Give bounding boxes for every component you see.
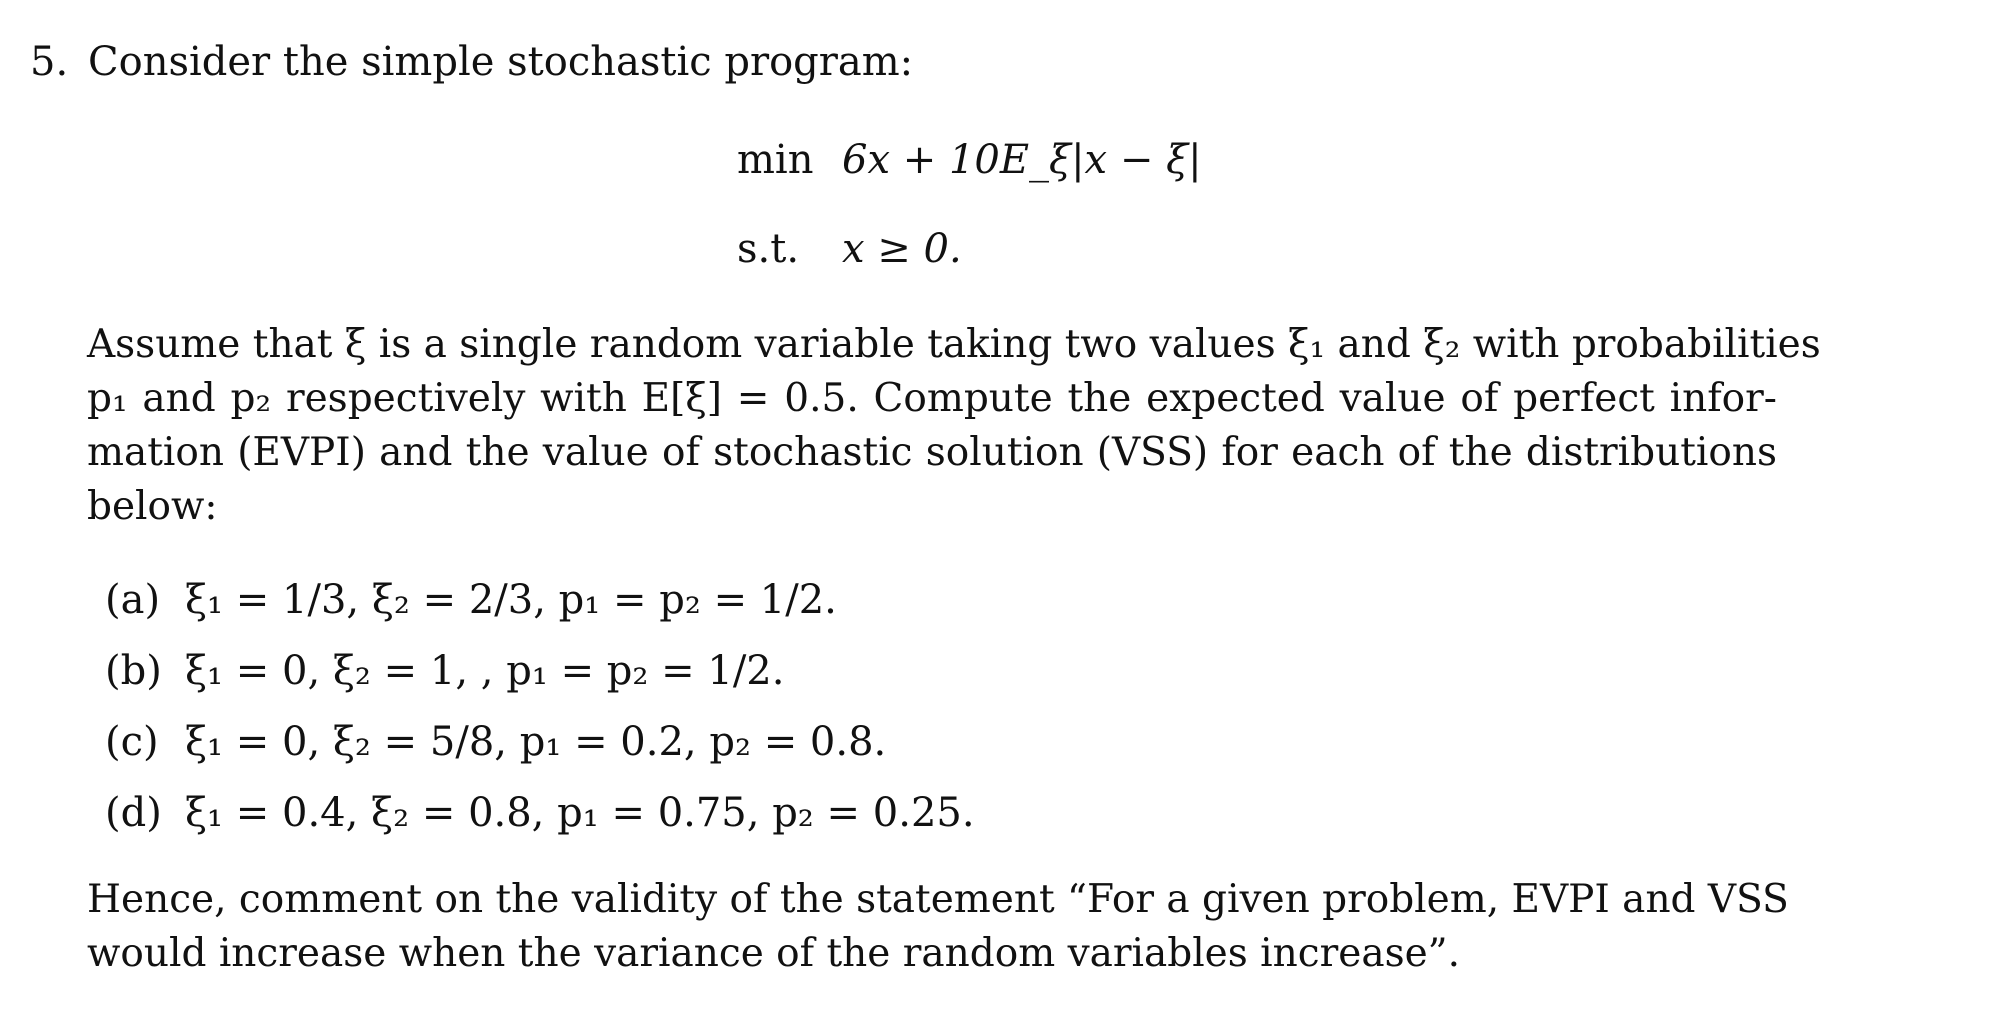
part-item [105, 718, 975, 789]
part-expression: ξ₁ = 0, ξ₂ = 5/8, p₁ = 0.2, p₂ = 0.8. [185, 719, 887, 765]
part-label: (c) [105, 719, 159, 765]
part-item [105, 647, 975, 718]
constraint-label: s.t. [737, 226, 800, 272]
part-item [105, 576, 975, 647]
objective-expression: 6x + 10E_ξ|x − ξ| [842, 137, 1202, 183]
part-expression: ξ₁ = 1/3, ξ₂ = 2/3, p₁ = p₂ = 1/2. [185, 577, 837, 623]
problem-heading-text: Consider the simple stochastic program: [88, 39, 914, 85]
part-item [105, 789, 975, 860]
part-expression: ξ₁ = 0.4, ξ₂ = 0.8, p₁ = 0.75, p₂ = 0.25. [185, 790, 975, 836]
closing-line: Hence, comment on the validity of the statement “For a given problem, EVPI and VSS [87, 877, 1789, 922]
objective-label: min [737, 137, 814, 183]
distribution-parts-list [105, 576, 975, 860]
problem-heading [30, 38, 913, 86]
objective-row [737, 136, 1202, 184]
description-line: p₁ and p₂ respectively with E[ξ] = 0.5. Compute the expected value of perfect infor- [87, 376, 1777, 421]
part-label: (a) [105, 577, 161, 623]
problem-description [87, 318, 1821, 534]
part-expression: ξ₁ = 0, ξ₂ = 1, , p₁ = p₂ = 1/2. [185, 648, 785, 694]
constraint-expression: x ≥ 0. [842, 226, 962, 272]
part-label: (d) [105, 790, 162, 836]
closing-question [87, 873, 1789, 981]
description-line: Assume that ξ is a single random variable taking two values ξ₁ and ξ₂ with probabilities [87, 322, 1821, 367]
constraint-row [737, 225, 962, 273]
description-line: mation (EVPI) and the value of stochastic solution (VSS) for each of the distributions [87, 430, 1777, 475]
closing-line: would increase when the variance of the random variables increase”. [87, 931, 1460, 976]
description-line: below: [87, 484, 218, 529]
part-label: (b) [105, 648, 162, 694]
problem-number: 5. [30, 39, 69, 85]
